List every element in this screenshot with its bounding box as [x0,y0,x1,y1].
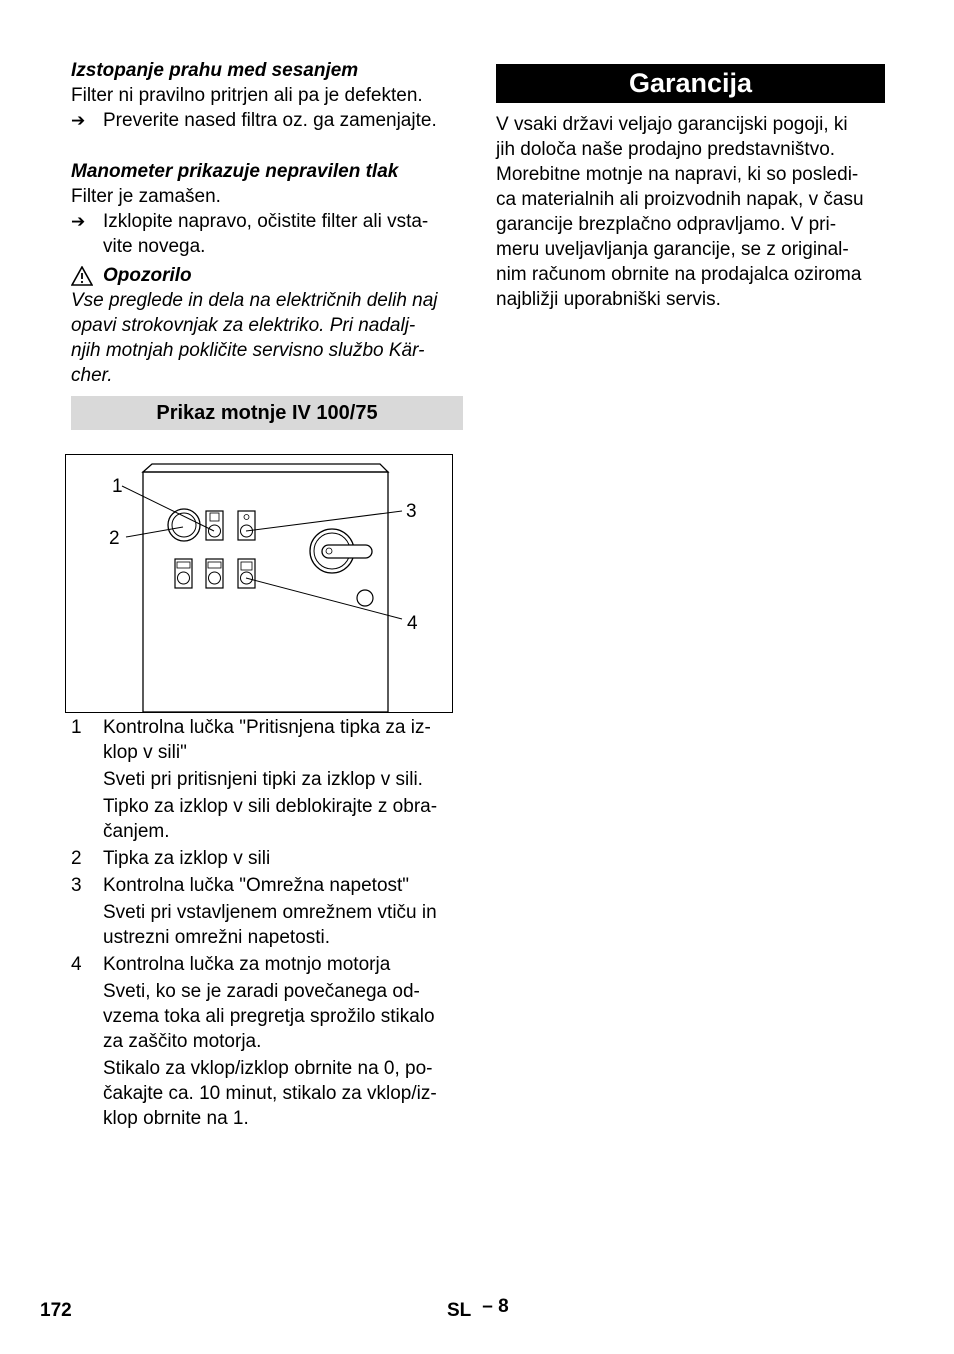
action-row [71,209,463,259]
lamp-bottom-1 [175,559,192,588]
action-row [71,108,463,133]
figure-legend [71,715,463,1131]
section-heading-warranty: Garancija [496,64,885,103]
cause-text: Filter je zamašen. [71,186,221,207]
indicator-small [357,590,373,606]
action-text: Preverite nased filtra oz. ga zamenjajte. [103,110,437,131]
arrow-right-icon: ➔ [71,212,86,231]
footer-section-code: SL – 8 [447,1296,509,1321]
section-title-manometer: Manometer prikazuje nepravilen tlak [71,161,399,182]
legend-detail: Sveti pri vstavljenem omrežnem vtiču in ustrezni omrežni napetosti. [103,902,437,948]
section-title-dust: Izstopanje prahu med sesanjem [71,60,359,81]
callout-3: 3 [406,501,417,522]
legend-detail: Sveti, ko se je zaradi povečanega od- vzema toka ali pregretja sprožilo stikalo za zaščito motorja. [103,981,435,1052]
legend-detail: Stikalo za vklop/izklop obrnite na 0, po- čakajte ca. 10 minut, stikalo za vklop/iz- klop obrnite na 1. [103,1058,437,1129]
lamp-mains-voltage [238,511,255,540]
warning-text: Vse preglede in dela na električnih delih naj opavi strokovnjak za elektriko. Pri nadalj- njih motnjah pokličite servisno službo Kär- cher. [71,290,438,386]
warning-title: Opozorilo [103,265,192,286]
warning-header [71,263,463,288]
legend-item: 4 Kontrolna lučka za motnjo motorja [71,954,391,975]
arrow-right-icon: ➔ [71,111,86,130]
main-switch [310,529,372,573]
lamp-motor-fault [238,559,255,588]
warning-triangle-icon [71,266,93,286]
legend-item: 3 Kontrolna lučka "Omrežna napetost" [71,875,410,896]
lamp-bottom-2 [206,559,223,588]
emergency-stop-button [168,509,200,541]
legend-detail: Tipko za izklop v sili deblokirajte z obra- čanjem. [103,796,438,842]
callout-2: 2 [109,528,120,549]
callout-4: 4 [407,613,418,634]
legend-item: 1 Kontrolna lučka "Pritisnjena tipka za iz- klop v sili" [71,717,431,763]
lamp-emergency-pressed [206,511,223,540]
warranty-text: V vsaki državi veljajo garancijski pogoji, ki jih določa naše prodajno predstavništvo. Morebitne motnje na napravi, ki so posledi- ca materialnih ali proizvodnih napak, v času garancije brezplačno odpravljamo. V pri- meru uveljavljanja garancije, se z original- nim računom obrnite na prodajalca oziroma najbližji uporabniški servis. [496,114,864,310]
left-column [71,58,463,430]
control-panel-drawing [66,455,452,712]
legend-detail: Sveti pri pritisnjeni tipki za izklop v sili. [103,769,423,790]
control-panel-figure [65,454,453,713]
action-text: Izklopite napravo, očistite filter ali vsta- vite novega. [103,211,429,257]
cause-text: Filter ni pravilno pritrjen ali pa je defekten. [71,85,423,106]
legend-item: 2 Tipka za izklop v sili [71,848,271,869]
right-column [496,64,885,312]
page-number: 172 [40,1300,72,1321]
section-heading-fault-display: Prikaz motnje IV 100/75 [71,396,463,430]
callout-1: 1 [112,476,123,497]
